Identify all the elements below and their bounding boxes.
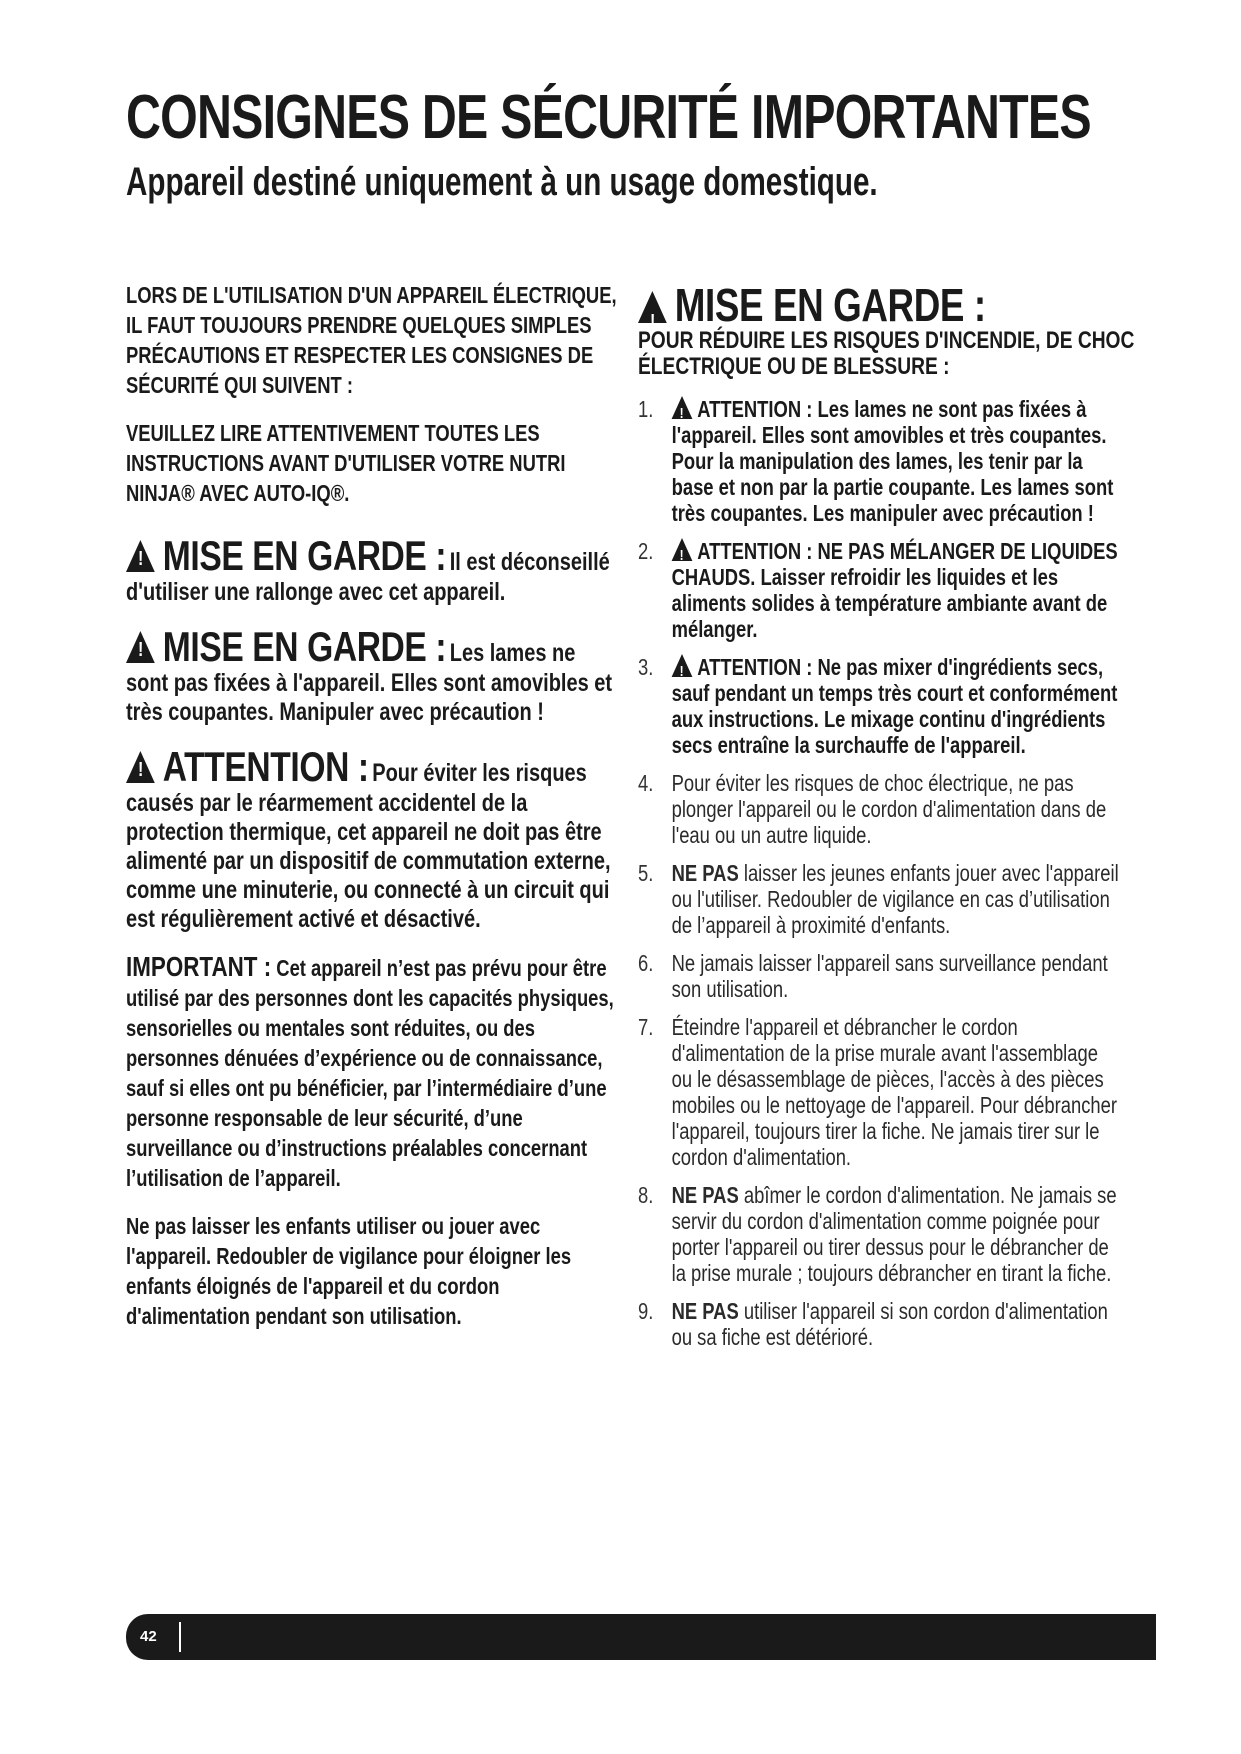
item-body: Les lames ne sont pas fixées à l'appareil. Elles sont amovibles et très coupantes. Pour la manipulation des lames, les tenir par la base et non par la partie coupante. Les lames sont très coupantes. Les manipuler avec précaution !	[671, 396, 1114, 526]
list-item	[638, 538, 1150, 642]
item-text: Éteindre l'appareil et débrancher le cordon d'alimentation de la prise murale avant l'assemblage ou le désassemblage de pièces, l'accès à des pièces mobiles ou le nettoyage de l'appareil. Pour débrancher l'appareil, toujours tirer la fiche. Ne jamais tirer sur le cordon d'alimentation.	[671, 1014, 1118, 1170]
left-column	[126, 280, 616, 1349]
item-lead: ATTENTION :	[697, 396, 813, 422]
footer-bar	[126, 1614, 1156, 1660]
footer-divider	[179, 1622, 181, 1652]
item-lead: ATTENTION :	[697, 538, 813, 564]
list-item	[638, 1298, 1150, 1350]
attention-text: Pour éviter les risques causés par le réarmement accidentel de la protection thermique, cet appareil ne doit pas être alimenté par un dispositif de commutation externe, comme une minuterie, ou connecté à un circuit qui est régulièrement activé et désactivé.	[126, 759, 611, 933]
item-body: Ne pas mixer d'ingrédients secs, sauf pendant un temps très court et conformément aux instructions. Le mixage continu d'ingrédients secs entraîne la surchauffe de l'appareil.	[671, 654, 1118, 758]
list-item	[638, 1014, 1150, 1170]
item-number: 5.	[638, 860, 654, 886]
item-text	[672, 396, 1120, 526]
item-text: Pour éviter les risques de choc électrique, ne pas plonger l'appareil ou le cordon d'alimentation dans de l'eau ou un autre liquide.	[671, 770, 1107, 848]
item-body: abîmer le cordon d'alimentation. Ne jamais se servir du cordon d'alimentation comme poignée pour porter l'appareil ou tirer dessus pour le débrancher de la prise murale ; toujours débrancher en tirant la fiche.	[671, 1182, 1117, 1286]
left-column-inner	[126, 280, 622, 1331]
item-number: 3.	[638, 654, 654, 680]
warning-text: Les lames ne sont pas fixées à l'appareil. Elles sont amovibles et très coupantes. Manipuler avec précaution !	[126, 639, 613, 726]
warning-triangle-icon	[672, 396, 693, 419]
item-text	[672, 860, 1120, 938]
warning-triangle-icon	[126, 540, 155, 572]
warning-blades	[126, 625, 622, 727]
list-item	[638, 950, 1150, 1002]
item-number: 9.	[638, 1298, 654, 1324]
important-paragraph	[126, 952, 622, 1193]
item-text	[672, 654, 1120, 758]
list-item	[638, 1182, 1150, 1286]
right-heading	[638, 279, 1150, 331]
right-heading-text: MISE EN GARDE :	[674, 279, 986, 331]
right-column	[638, 279, 1148, 1362]
item-lead: ATTENTION :	[697, 654, 813, 680]
item-lead: NE PAS	[671, 860, 739, 886]
page-subtitle: Appareil destiné uniquement à un usage domestique.	[126, 160, 878, 204]
item-body: laisser les jeunes enfants jouer avec l'appareil ou l'utiliser. Redoubler de vigilance en cas d’utilisation de l’appareil à proximité d'enfants.	[671, 860, 1119, 938]
item-number: 6.	[638, 950, 654, 976]
warning-text: Il est déconseillé d'utiliser une rallonge avec cet appareil.	[126, 548, 610, 606]
attention-heading: ATTENTION :	[162, 743, 369, 790]
item-number: 2.	[638, 538, 654, 564]
item-text	[672, 1182, 1120, 1286]
item-number: 7.	[638, 1014, 654, 1040]
important-label: IMPORTANT :	[126, 951, 272, 982]
item-text: Ne jamais laisser l'appareil sans surveillance pendant son utilisation.	[671, 950, 1108, 1002]
right-subheading: POUR RÉDUIRE LES RISQUES D'INCENDIE, DE CHOC ÉLECTRIQUE OU DE BLESSURE :	[638, 327, 1135, 380]
item-lead: NE PAS	[671, 1182, 739, 1208]
warning-triangle-icon	[638, 291, 667, 323]
warning-triangle-icon	[672, 538, 693, 561]
item-lead: NE PAS	[671, 1298, 739, 1324]
list-item	[638, 770, 1150, 848]
warning-heading: MISE EN GARDE :	[162, 623, 447, 670]
item-number: 1.	[638, 396, 654, 422]
list-item	[638, 396, 1150, 526]
item-text	[672, 1298, 1120, 1350]
item-text	[672, 538, 1120, 642]
item-number: 8.	[638, 1182, 654, 1208]
intro-paragraph: LORS DE L'UTILISATION D'UN APPAREIL ÉLECTRIQUE, IL FAUT TOUJOURS PRENDRE QUELQUES SIMPLES PRÉCAUTIONS ET RESPECTER LES CONSIGNES DE SÉCURITÉ QUI SUIVENT :	[126, 282, 617, 398]
warning-heading: MISE EN GARDE :	[162, 532, 447, 579]
warning-triangle-icon	[672, 654, 693, 677]
children-paragraph: Ne pas laisser les enfants utiliser ou jouer avec l'appareil. Redoubler de vigilance pour éloigner les enfants éloignés de l'appareil et du cordon d'alimentation pendant son utilisation.	[126, 1213, 572, 1329]
right-column-inner	[638, 279, 1150, 1350]
item-number: 4.	[638, 770, 654, 796]
important-text: Cet appareil n’est pas prévu pour être utilisé par des personnes dont les capacités physiques, sensorielles ou mentales sont réduites, ou des personnes dénuées d’expérience ou de connaissance, sauf si elles ont pu bénéficier, par l’intermédiaire d’une personne responsable de leur sécurité, d’une surveillance ou d’instructions préalables concernant l’utilisation de l’appareil.	[126, 955, 614, 1191]
item-body: utiliser l'appareil si son cordon d'alimentation ou sa fiche est détérioré.	[671, 1298, 1108, 1350]
item-body: NE PAS MÉLANGER DE LIQUIDES CHAUDS. Laisser refroidir les liquides et les aliments solides à température ambiante avant de mélanger.	[671, 538, 1118, 642]
read-instructions-paragraph: VEUILLEZ LIRE ATTENTIVEMENT TOUTES LES INSTRUCTIONS AVANT D'UTILISER VOTRE NUTRI NINJA® AVEC AUTO-IQ®.	[126, 420, 566, 506]
list-item	[638, 860, 1150, 938]
list-item	[638, 654, 1150, 758]
warning-triangle-icon	[126, 751, 155, 783]
warning-extension-cord	[126, 534, 622, 607]
attention-thermal	[126, 745, 622, 934]
warning-triangle-icon	[126, 631, 155, 663]
page-number: 42	[140, 1628, 157, 1645]
page-title: CONSIGNES DE SÉCURITÉ IMPORTANTES	[126, 83, 1091, 152]
